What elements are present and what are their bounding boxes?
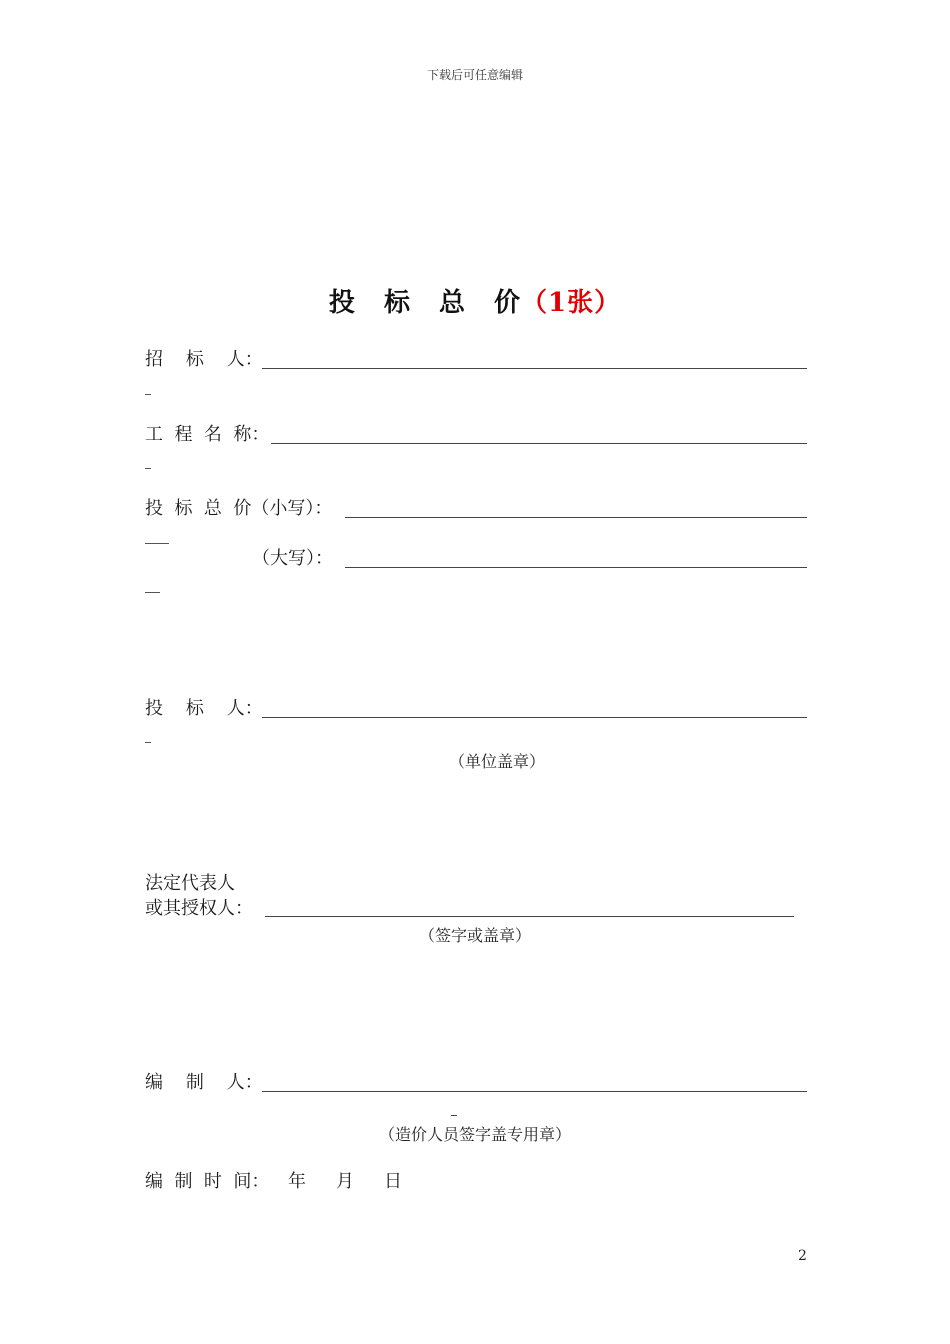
header-note: 下载后可任意编辑 [426, 68, 523, 82]
project-name-underline-tail [145, 468, 151, 469]
tenderer-label: 招 标 人： [145, 349, 263, 370]
tenderer-row [145, 349, 263, 371]
title-char: 投 [328, 288, 356, 318]
unit-seal-note: （单位盖章） [448, 752, 545, 771]
page-title [0, 282, 950, 319]
total-small-row [145, 498, 332, 520]
sign-or-seal-note: （签字或盖章） [418, 926, 531, 945]
project-name-underline [271, 443, 807, 444]
compiler-underline [262, 1091, 807, 1092]
compile-day: 日 [384, 1171, 402, 1192]
total-big-underline-tail [145, 592, 160, 593]
bidder-underline-tail [145, 742, 151, 743]
total-big-underline [345, 567, 807, 568]
title-char: 总 [438, 288, 466, 318]
title-main [329, 288, 521, 318]
bidder-row [145, 698, 263, 720]
total-big-row [252, 548, 333, 570]
bidder-label: 投 标 人： [145, 698, 263, 719]
title-char: 标 [383, 288, 411, 318]
bidder-underline [262, 717, 807, 718]
title-char: 价 [493, 288, 521, 318]
project-name-row [145, 424, 269, 446]
project-name-label: 工 程 名 称： [145, 424, 270, 445]
compile-month: 月 [336, 1171, 354, 1192]
total-small-underline-tail [145, 543, 169, 544]
legal-rep-row-2 [145, 898, 253, 920]
page-number: 2 [798, 1248, 807, 1264]
legal-rep-label-2: 或其授权人： [145, 898, 253, 919]
legal-rep-underline [265, 916, 794, 917]
compiler-row [145, 1072, 263, 1094]
total-small-label: 投 标 总 价（小写）： [145, 498, 333, 519]
tenderer-underline-tail [145, 394, 151, 395]
legal-rep-row-1 [145, 873, 235, 895]
title-count: （1张） [520, 288, 622, 318]
tenderer-underline [262, 368, 807, 369]
compile-time-label: 编 制 时 间： [145, 1171, 270, 1192]
cost-seal-note: （造价人员签字盖专用章） [378, 1125, 571, 1144]
total-big-label: （大写）： [252, 548, 333, 569]
compiler-label: 编 制 人： [145, 1072, 263, 1093]
legal-rep-label-1: 法定代表人 [145, 873, 235, 894]
compile-time-row [145, 1171, 269, 1193]
total-small-underline [345, 517, 807, 518]
compile-year: 年 [288, 1171, 306, 1192]
compiler-underline-tail [451, 1115, 457, 1116]
